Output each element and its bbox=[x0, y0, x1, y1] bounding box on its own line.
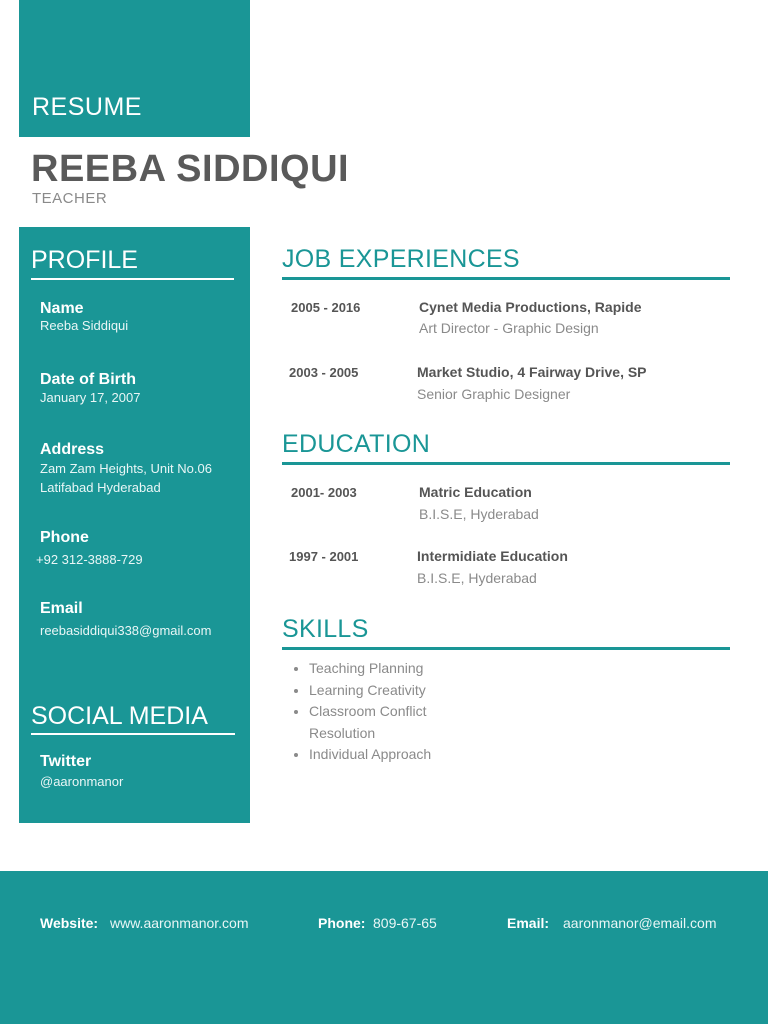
skill-item: • Classroom Conflict Resolution bbox=[309, 701, 469, 744]
social-media-divider bbox=[31, 733, 235, 735]
job-experiences-divider bbox=[282, 277, 730, 280]
education-dates: 1997 - 2001 bbox=[289, 549, 359, 564]
education-dates: 2001- 2003 bbox=[291, 485, 357, 500]
social-media-heading: SOCIAL MEDIA bbox=[31, 702, 208, 730]
education-school: B.I.S.E, Hyderabad bbox=[419, 506, 539, 522]
candidate-title: TEACHER bbox=[32, 190, 108, 207]
skills-divider bbox=[282, 647, 730, 650]
twitter-label: Twitter bbox=[40, 753, 92, 770]
dob-label: Date of Birth bbox=[40, 371, 136, 388]
job-role: Art Director - Graphic Design bbox=[419, 320, 599, 336]
footer-phone-value: 809-67-65 bbox=[373, 915, 437, 931]
profile-divider bbox=[31, 278, 234, 280]
email-value: reebasiddiqui338@gmail.com bbox=[40, 623, 212, 638]
website-label: Website: bbox=[40, 915, 99, 931]
skills-list bbox=[291, 658, 469, 766]
profile-sidebar bbox=[19, 227, 250, 823]
job-company: Cynet Media Productions, Rapide bbox=[419, 299, 642, 315]
website-link[interactable]: www.aaronmanor.com bbox=[110, 915, 249, 931]
footer-email-label: Email: bbox=[507, 915, 550, 931]
candidate-name: REEBA SIDDIQUI bbox=[31, 148, 350, 190]
address-label: Address bbox=[40, 441, 105, 458]
address-value: Zam Zam Heights, Unit No.06 Latifabad Hyderabad bbox=[40, 461, 212, 495]
email-label: Email bbox=[40, 600, 83, 617]
job-dates: 2003 - 2005 bbox=[289, 365, 359, 380]
skill-item: • Teaching Planning bbox=[309, 658, 469, 680]
name-label: Name bbox=[40, 300, 84, 317]
footer-phone-label: Phone: bbox=[318, 915, 366, 931]
job-company: Market Studio, 4 Fairway Drive, SP bbox=[417, 364, 647, 380]
footer-email-link[interactable]: aaronmanor@email.com bbox=[563, 915, 717, 931]
education-school: B.I.S.E, Hyderabad bbox=[417, 570, 537, 586]
job-dates: 2005 - 2016 bbox=[291, 300, 361, 315]
phone-value: +92 312-3888-729 bbox=[36, 552, 143, 567]
dob-value: January 17, 2007 bbox=[40, 390, 141, 405]
twitter-value: @aaronmanor bbox=[40, 774, 124, 789]
education-heading: EDUCATION bbox=[282, 430, 431, 458]
education-title: Matric Education bbox=[419, 484, 532, 500]
job-experiences-heading: JOB EXPERIENCES bbox=[282, 245, 520, 273]
profile-heading: PROFILE bbox=[31, 246, 138, 274]
contact-footer bbox=[0, 871, 768, 1024]
skill-item: • Learning Creativity bbox=[309, 680, 469, 702]
education-title: Intermidiate Education bbox=[417, 548, 568, 564]
skill-item: • Individual Approach bbox=[309, 744, 469, 766]
resume-label: RESUME bbox=[32, 93, 142, 121]
phone-label: Phone bbox=[40, 529, 89, 546]
skills-heading: SKILLS bbox=[282, 615, 369, 643]
name-value: Reeba Siddiqui bbox=[40, 318, 129, 333]
education-divider bbox=[282, 462, 730, 465]
job-role: Senior Graphic Designer bbox=[417, 386, 571, 402]
